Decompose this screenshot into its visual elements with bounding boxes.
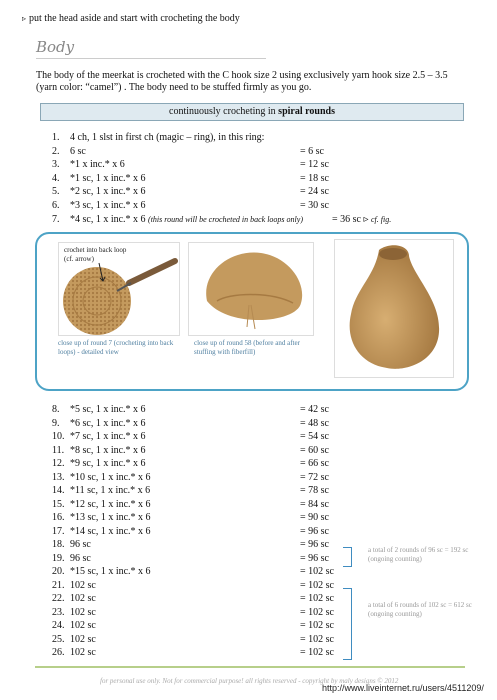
round-row bbox=[52, 512, 151, 524]
round-instruction: *15 sc, 1 x inc.* x 6 bbox=[70, 566, 151, 577]
round-row bbox=[52, 458, 146, 470]
round-number: 6. bbox=[52, 200, 60, 211]
banner-prefix: continuously crocheting in bbox=[169, 106, 279, 117]
round-row bbox=[52, 620, 96, 632]
round-result bbox=[300, 620, 334, 632]
round-instruction: 102 sc bbox=[70, 633, 96, 645]
round-number: 18. bbox=[52, 539, 65, 550]
round-result-value: = 96 sc bbox=[300, 552, 329, 564]
round-instruction: *13 sc, 1 x inc.* x 6 bbox=[70, 512, 151, 523]
round-result-value: = 96 sc bbox=[300, 539, 329, 550]
cf-fig-reference: cf. fig. bbox=[371, 214, 392, 224]
round-row bbox=[52, 173, 146, 185]
round-result bbox=[300, 200, 329, 212]
round-number: 13. bbox=[52, 471, 65, 483]
section-title: Body bbox=[36, 38, 75, 56]
round-result bbox=[300, 159, 329, 171]
round-instruction: *10 sc, 1 x inc.* x 6 bbox=[70, 471, 151, 483]
round-result-value: = 12 sc bbox=[300, 159, 329, 171]
round-result-value: = 48 sc bbox=[300, 417, 329, 429]
round-result bbox=[300, 404, 329, 416]
section-divider bbox=[36, 58, 266, 59]
round-row bbox=[52, 404, 146, 416]
footer-copyright: for personal use only. Not for commercial purpose! all rights reserved - copyright by maly designs © 2012 bbox=[100, 677, 399, 685]
round-number: 8. bbox=[52, 404, 60, 415]
round-result-value: = 102 sc bbox=[300, 620, 334, 631]
round-result-value: = 102 sc bbox=[300, 579, 334, 591]
round-row bbox=[52, 539, 91, 551]
round-number: 22. bbox=[52, 593, 65, 604]
round-result bbox=[300, 173, 329, 185]
brace-96 bbox=[343, 547, 352, 567]
photo-round-58-unstuffed bbox=[188, 242, 314, 336]
round-number: 14. bbox=[52, 485, 65, 496]
intro-line bbox=[22, 13, 240, 24]
round-instruction: *7 sc, 1 x inc.* x 6 bbox=[70, 431, 146, 442]
round-instruction: 102 sc bbox=[70, 647, 96, 658]
round-instruction: *8 sc, 1 x inc.* x 6 bbox=[70, 444, 146, 456]
brace-note-102 bbox=[368, 601, 472, 619]
round-instruction: *1 x inc.* x 6 bbox=[70, 159, 125, 171]
round-number: 12. bbox=[52, 458, 65, 469]
round-instruction: *3 sc, 1 x inc.* x 6 bbox=[70, 200, 146, 211]
round-result bbox=[300, 647, 334, 659]
round-result-value: = 54 sc bbox=[300, 431, 329, 442]
round-row bbox=[52, 499, 151, 511]
round-row bbox=[52, 431, 146, 443]
triangle-bullet-icon: ▹ bbox=[22, 14, 27, 23]
photo-label-line1: crochet into back loop bbox=[64, 246, 127, 254]
round-number: 19. bbox=[52, 552, 65, 564]
round-result bbox=[300, 553, 329, 565]
round-row bbox=[52, 647, 96, 659]
round-result bbox=[300, 146, 324, 158]
round-instruction: 102 sc bbox=[70, 579, 96, 591]
round-number: 4. bbox=[52, 172, 60, 184]
round-instruction: 6 sc bbox=[70, 145, 86, 157]
round-result bbox=[300, 580, 334, 592]
round-row bbox=[52, 200, 146, 212]
round-row bbox=[52, 214, 303, 226]
round-number: 24. bbox=[52, 620, 65, 631]
round-result bbox=[300, 485, 329, 497]
round-number: 15. bbox=[52, 498, 65, 510]
round-number: 21. bbox=[52, 579, 65, 591]
round-result-value: = 30 sc bbox=[300, 200, 329, 211]
round-row bbox=[52, 186, 146, 198]
round-result bbox=[300, 526, 329, 538]
intro-text: put the head aside and start with crocheting the body bbox=[29, 13, 240, 24]
round-number: 7. bbox=[52, 213, 60, 225]
round-result-value: = 42 sc bbox=[300, 404, 329, 415]
round-instruction: *12 sc, 1 x inc.* x 6 bbox=[70, 498, 151, 510]
round-number: 25. bbox=[52, 633, 65, 645]
round-result bbox=[300, 593, 334, 605]
round-number: 17. bbox=[52, 525, 65, 537]
round-instruction: *9 sc, 1 x inc.* x 6 bbox=[70, 458, 146, 469]
brace-note-96-line2: (ongoing counting) bbox=[368, 555, 422, 563]
body-description: The body of the meerkat is crocheted with the C hook size 2 using exclusively yarn hook size 2.5 – 3.5 (yarn color: “camel”) . The body need to be stuffed firmly as you go. bbox=[36, 70, 448, 93]
round-instruction: 102 sc bbox=[70, 593, 96, 604]
round-number: 9. bbox=[52, 417, 60, 429]
round-number: 2. bbox=[52, 145, 60, 157]
round-result bbox=[300, 607, 334, 619]
round-result-value: = 90 sc bbox=[300, 512, 329, 523]
round-result-value: = 102 sc bbox=[300, 593, 334, 604]
round-result bbox=[300, 499, 329, 511]
round-row bbox=[52, 607, 96, 619]
footer-url: http://www.liveinternet.ru/users/4511209/ bbox=[322, 683, 484, 693]
caption-round-58: close up of round 58 (before and after stuffing with fiberfill) bbox=[194, 339, 300, 356]
round-instruction: *14 sc, 1 x inc.* x 6 bbox=[70, 525, 151, 537]
round-instruction: *4 sc, 1 x inc.* x 6 bbox=[70, 213, 146, 225]
round-number: 1. bbox=[52, 132, 60, 143]
round-result-value: = 96 sc bbox=[300, 525, 329, 537]
round-result-value: = 72 sc bbox=[300, 471, 329, 483]
round-number: 16. bbox=[52, 512, 65, 523]
round-instruction: *1 sc, 1 x inc.* x 6 bbox=[70, 172, 146, 184]
round-row bbox=[52, 485, 150, 497]
round-instruction: 4 ch, 1 slst in first ch (magic – ring), in this ring: bbox=[70, 132, 265, 143]
round-instruction: *11 sc, 1 x inc.* x 6 bbox=[70, 485, 151, 496]
round-result-value: = 6 sc bbox=[300, 145, 324, 157]
photo-round-58-stuffed bbox=[334, 239, 454, 378]
round-result-value: = 102 sc bbox=[300, 606, 334, 618]
round-row bbox=[52, 526, 151, 538]
round-instruction: 102 sc bbox=[70, 620, 96, 631]
brace-note-102-line2: (ongoing counting) bbox=[368, 610, 422, 618]
brace-note-96 bbox=[368, 546, 468, 564]
round-row bbox=[52, 593, 96, 605]
round-result bbox=[300, 445, 329, 457]
round-result-value: = 18 sc bbox=[300, 172, 329, 184]
round-result-value: = 102 sc bbox=[300, 566, 334, 577]
round-row bbox=[52, 159, 125, 171]
round-row bbox=[52, 472, 151, 484]
round-result bbox=[332, 214, 391, 226]
round-instruction: *6 sc, 1 x inc.* x 6 bbox=[70, 417, 146, 429]
caption-round-7: close up of round 7 (crocheting into back loops) - detailed view bbox=[58, 339, 174, 356]
brace-note-96-line1: a total of 2 rounds of 96 sc = 192 sc bbox=[368, 546, 469, 554]
brace-102 bbox=[343, 588, 352, 660]
round-result bbox=[300, 566, 334, 578]
round-result-value: = 102 sc bbox=[300, 647, 334, 658]
round-result-value: = 102 sc bbox=[300, 633, 334, 645]
round-result bbox=[300, 418, 329, 430]
round-row bbox=[52, 580, 96, 592]
round-result bbox=[300, 539, 329, 551]
round-instruction: 96 sc bbox=[70, 552, 91, 564]
round-row bbox=[52, 146, 86, 158]
round-number: 5. bbox=[52, 186, 60, 198]
round-result-value: = 24 sc bbox=[300, 186, 329, 198]
round-result-value: = 60 sc bbox=[300, 444, 329, 456]
round-result bbox=[300, 634, 334, 646]
brace-note-102-line1: a total of 6 rounds of 102 sc = 612 sc bbox=[368, 601, 472, 609]
stuffed-body-image bbox=[335, 240, 453, 377]
round-number: 11. bbox=[52, 444, 65, 456]
round-row bbox=[52, 445, 146, 457]
footer-divider bbox=[35, 666, 465, 668]
round-result bbox=[300, 431, 329, 443]
photo-label-line2: (cf. arrow) bbox=[64, 255, 94, 263]
round-number: 26. bbox=[52, 647, 65, 658]
round-instruction: 96 sc bbox=[70, 539, 91, 550]
round-instruction: *2 sc, 1 x inc.* x 6 bbox=[70, 186, 146, 198]
round-row bbox=[52, 566, 151, 578]
spiral-rounds-banner bbox=[40, 103, 464, 121]
round-note: (this round will be crocheted in back loops only) bbox=[148, 214, 303, 224]
round-result-value: = 66 sc bbox=[300, 458, 329, 469]
round-number: 23. bbox=[52, 606, 65, 618]
round-instruction: *5 sc, 1 x inc.* x 6 bbox=[70, 404, 146, 415]
round-result-value: = 84 sc bbox=[300, 498, 329, 510]
round-number: 20. bbox=[52, 566, 65, 577]
round-row bbox=[52, 634, 96, 646]
photo-label bbox=[64, 246, 126, 264]
crochet-bag-image bbox=[189, 243, 313, 335]
round-row bbox=[52, 132, 264, 144]
round-result-value: = 78 sc bbox=[300, 485, 329, 496]
round-row bbox=[52, 553, 91, 565]
round-row bbox=[52, 418, 146, 430]
round-result bbox=[300, 186, 329, 198]
banner-bold: spiral rounds bbox=[278, 106, 335, 117]
round-result-value: = 36 sc ▹ bbox=[332, 213, 369, 225]
round-instruction: 102 sc bbox=[70, 606, 96, 618]
round-number: 10. bbox=[52, 431, 65, 442]
round-result bbox=[300, 472, 329, 484]
round-result bbox=[300, 512, 329, 524]
round-result bbox=[300, 458, 329, 470]
round-number: 3. bbox=[52, 159, 60, 171]
